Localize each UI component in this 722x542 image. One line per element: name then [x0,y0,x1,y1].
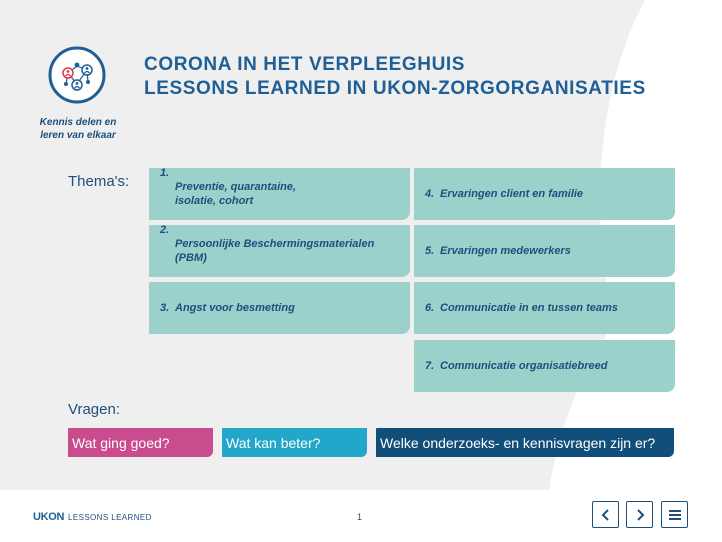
menu-button[interactable] [661,501,688,528]
menu-icon [668,508,682,522]
tagline-line1: Kennis delen en [39,117,117,128]
page-title-line2: LESSONS LEARNED IN UKON-ZORGORGANISATIES [144,78,646,99]
theme-card-7[interactable] [414,340,675,392]
page-title-line1: CORONA IN HET VERPLEEGHUIS [144,54,466,75]
chevron-left-icon [599,508,613,522]
theme-text: Ervaringen medewerkers [440,245,571,257]
themes-label: Thema's: [68,173,130,190]
theme-card-3[interactable] [149,282,410,334]
theme-text-line1: Preventie, quarantaine, [175,181,297,193]
theme-number: 2. [160,224,170,236]
network-people-icon [48,46,106,104]
tagline [26,116,130,142]
chevron-right-icon [633,508,647,522]
prev-page-button[interactable] [592,501,619,528]
question-button-research-questions[interactable]: Welke onderzoeks- en kennisvragen zijn er? [376,428,674,457]
next-page-button[interactable] [626,501,653,528]
question-button-can-improve[interactable]: Wat kan beter? [222,428,367,457]
theme-text-line1: Persoonlijke Beschermingsmaterialen [175,238,375,250]
questions-label: Vragen: [68,401,120,418]
theme-number: 3. [160,302,170,314]
theme-number: 4. [425,188,435,200]
theme-card-4[interactable] [414,168,675,220]
theme-text-line2: isolatie, cohort [175,195,254,207]
question-button-went-well[interactable]: Wat ging goed? [68,428,213,457]
theme-card-2[interactable] [149,225,410,277]
footer-label: LESSONS LEARNED [68,513,152,522]
theme-number: 1. [160,167,170,179]
theme-text: Angst voor besmetting [175,302,295,314]
theme-number: 7. [425,360,435,372]
theme-card-1[interactable] [149,168,410,220]
tagline-line2: leren van elkaar [40,130,116,141]
theme-text-line2: (PBM) [175,252,207,264]
footer [0,490,722,542]
theme-text: Ervaringen client en familie [440,188,584,200]
page-number: 1 [357,512,363,522]
theme-card-5[interactable] [414,225,675,277]
theme-card-6[interactable] [414,282,675,334]
brand-logo: UKON [33,511,65,523]
theme-text: Communicatie organisatiebreed [440,360,608,372]
theme-text: Communicatie in en tussen teams [440,302,618,314]
theme-number: 5. [425,245,435,257]
theme-number: 6. [425,302,435,314]
